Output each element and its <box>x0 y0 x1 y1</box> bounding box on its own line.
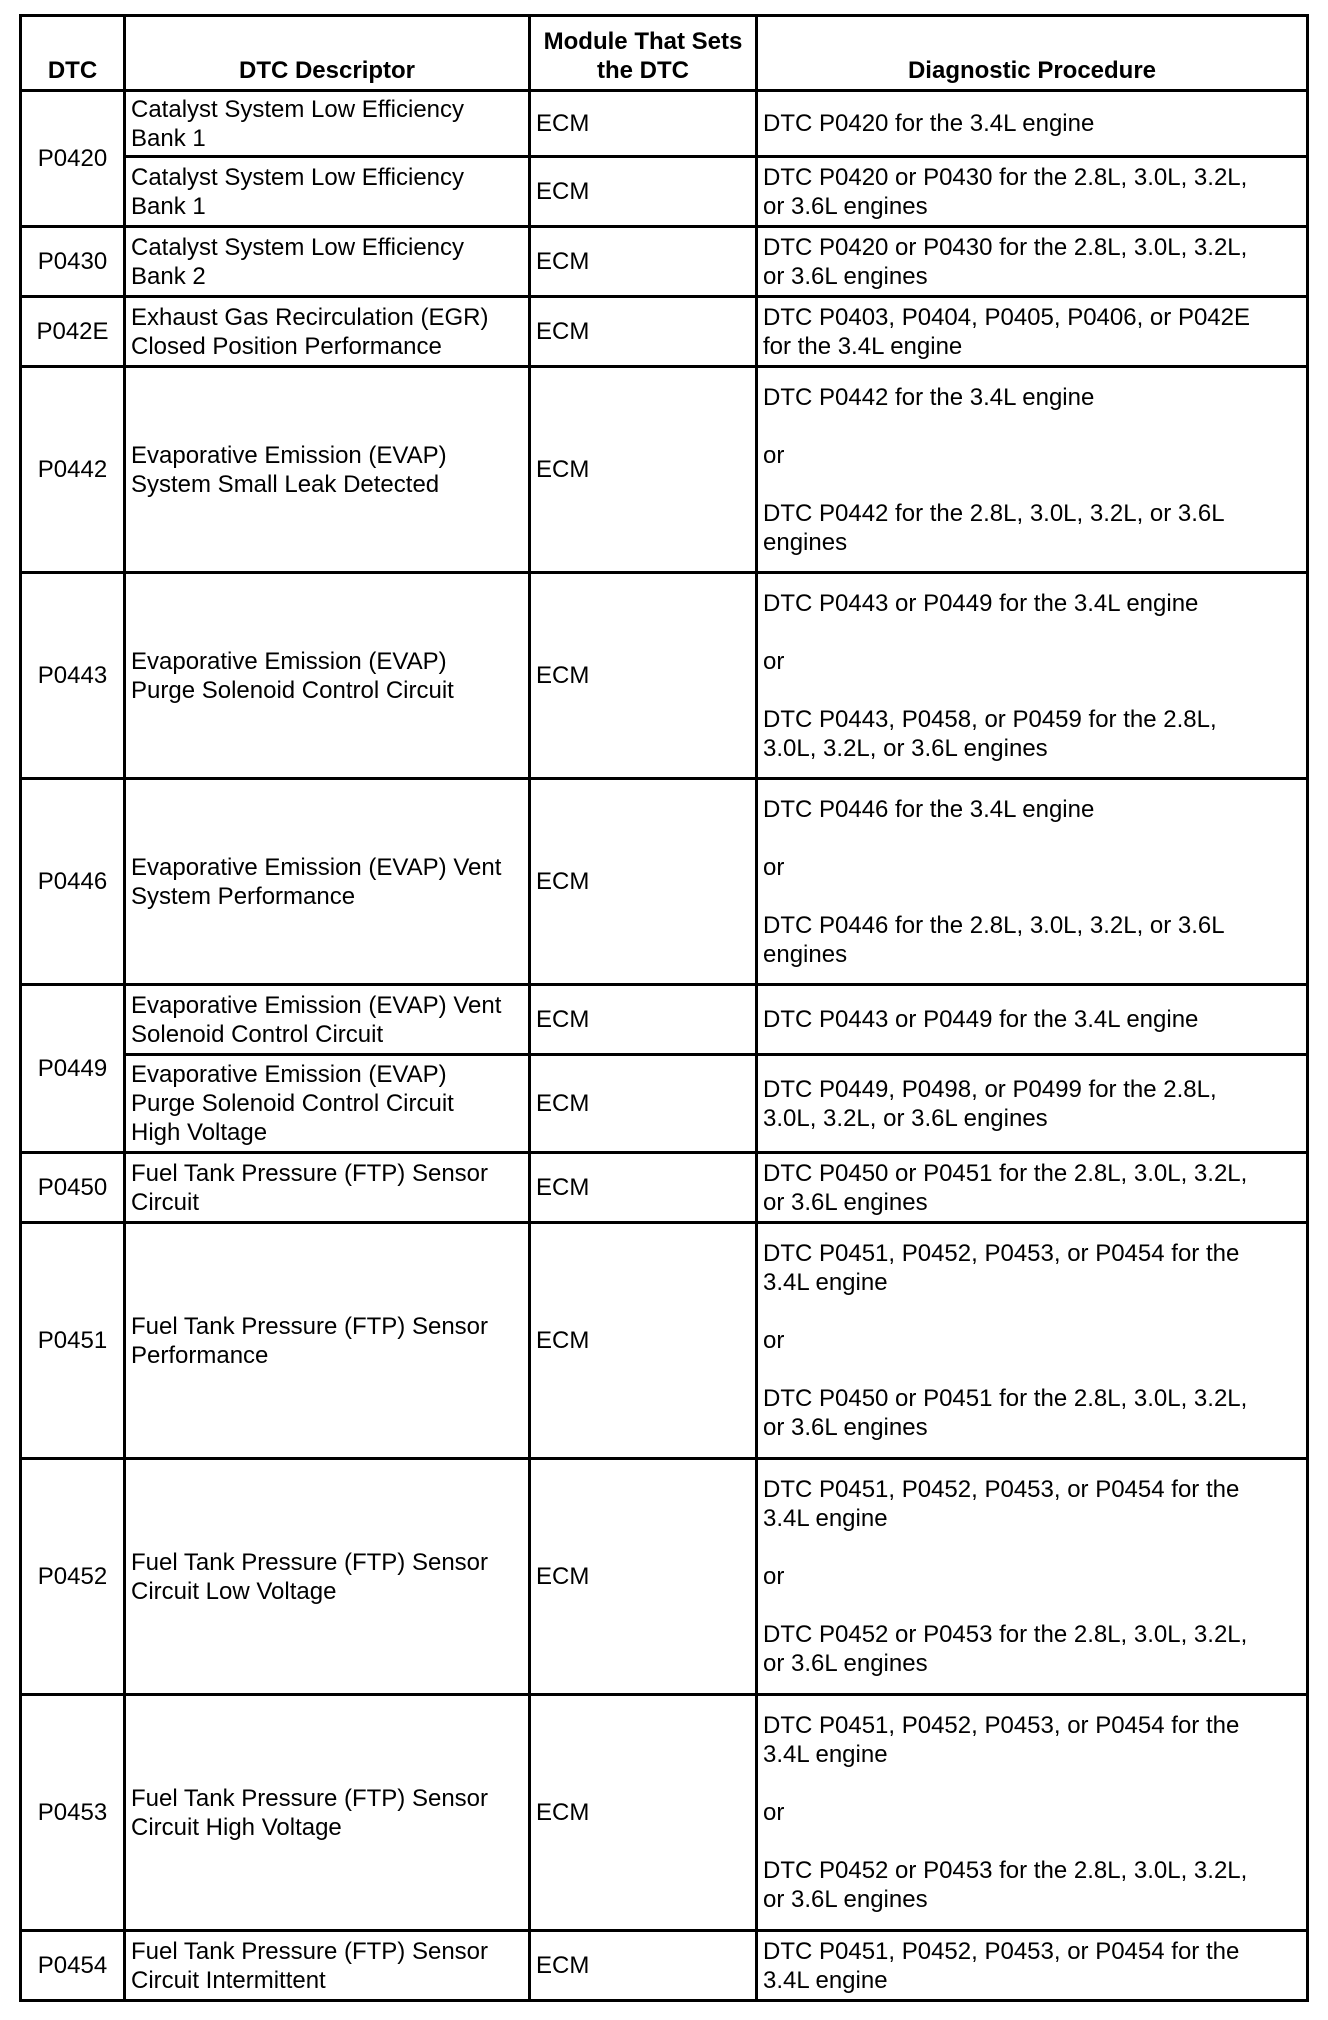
table-row <box>21 91 1308 157</box>
procedure-cell: DTC P0451, P0452, P0453, or P0454 for the 3.4L engine <box>757 1931 1308 2001</box>
procedure-cell: DTC P0403, P0404, P0405, P0406, or P042E for the 3.4L engine <box>757 297 1308 367</box>
descriptor-cell: Fuel Tank Pressure (FTP) Sensor Circuit High Voltage <box>125 1695 530 1931</box>
dtc-code-cell: P0449 <box>21 985 125 1153</box>
header-dtc: DTC <box>21 16 125 91</box>
module-cell: ECM <box>530 779 757 985</box>
descriptor-cell: Evaporative Emission (EVAP) Purge Solenoid Control Circuit High Voltage <box>125 1055 530 1153</box>
module-cell: ECM <box>530 573 757 779</box>
descriptor-cell: Catalyst System Low Efficiency Bank 1 <box>125 157 530 227</box>
header-module: Module That Sets the DTC <box>530 16 757 91</box>
dtc-code-cell: P0442 <box>21 367 125 573</box>
header-descriptor: DTC Descriptor <box>125 16 530 91</box>
module-cell: ECM <box>530 367 757 573</box>
module-cell: ECM <box>530 157 757 227</box>
descriptor-cell: Fuel Tank Pressure (FTP) Sensor Circuit Low Voltage <box>125 1459 530 1695</box>
procedure-cell: DTC P0449, P0498, or P0499 for the 2.8L, 3.0L, 3.2L, or 3.6L engines <box>757 1055 1308 1153</box>
table-row <box>21 1153 1308 1223</box>
descriptor-cell: Fuel Tank Pressure (FTP) Sensor Circuit Intermittent <box>125 1931 530 2001</box>
dtc-table <box>19 14 1309 2002</box>
module-cell: ECM <box>530 1153 757 1223</box>
table-row <box>21 1695 1308 1931</box>
table-row <box>21 1931 1308 2001</box>
table-body <box>21 91 1308 2001</box>
table-row <box>21 1459 1308 1695</box>
descriptor-cell: Fuel Tank Pressure (FTP) Sensor Performance <box>125 1223 530 1459</box>
procedure-cell: DTC P0442 for the 3.4L engine or DTC P0442 for the 2.8L, 3.0L, 3.2L, or 3.6L engines <box>757 367 1308 573</box>
dtc-code-cell: P042E <box>21 297 125 367</box>
module-cell: ECM <box>530 297 757 367</box>
descriptor-cell: Evaporative Emission (EVAP) Vent System Performance <box>125 779 530 985</box>
table-row <box>21 157 1308 227</box>
dtc-code-cell: P0443 <box>21 573 125 779</box>
procedure-cell: DTC P0451, P0452, P0453, or P0454 for the 3.4L engine or DTC P0450 or P0451 for the 2.8L, 3.0L, 3.2L, or 3.6L engines <box>757 1223 1308 1459</box>
dtc-code-cell: P0451 <box>21 1223 125 1459</box>
module-cell: ECM <box>530 1695 757 1931</box>
module-cell: ECM <box>530 1931 757 2001</box>
table-row <box>21 1055 1308 1153</box>
module-cell: ECM <box>530 1459 757 1695</box>
procedure-cell: DTC P0443 or P0449 for the 3.4L engine or DTC P0443, P0458, or P0459 for the 2.8L, 3.0L, 3.2L, or 3.6L engines <box>757 573 1308 779</box>
descriptor-cell: Catalyst System Low Efficiency Bank 1 <box>125 91 530 157</box>
dtc-code-cell: P0430 <box>21 227 125 297</box>
procedure-cell: DTC P0450 or P0451 for the 2.8L, 3.0L, 3.2L, or 3.6L engines <box>757 1153 1308 1223</box>
dtc-code-cell: P0453 <box>21 1695 125 1931</box>
module-cell: ECM <box>530 985 757 1055</box>
table-row <box>21 1223 1308 1459</box>
table-row <box>21 985 1308 1055</box>
dtc-code-cell: P0452 <box>21 1459 125 1695</box>
table-header-row <box>21 16 1308 91</box>
dtc-code-cell: P0454 <box>21 1931 125 2001</box>
table-row <box>21 367 1308 573</box>
procedure-cell: DTC P0420 or P0430 for the 2.8L, 3.0L, 3.2L, or 3.6L engines <box>757 227 1308 297</box>
procedure-cell: DTC P0443 or P0449 for the 3.4L engine <box>757 985 1308 1055</box>
dtc-code-cell: P0450 <box>21 1153 125 1223</box>
module-cell: ECM <box>530 91 757 157</box>
dtc-code-cell: P0420 <box>21 91 125 227</box>
module-cell: ECM <box>530 227 757 297</box>
descriptor-cell: Exhaust Gas Recirculation (EGR) Closed Position Performance <box>125 297 530 367</box>
table-row <box>21 779 1308 985</box>
header-procedure: Diagnostic Procedure <box>757 16 1308 91</box>
descriptor-cell: Evaporative Emission (EVAP) System Small Leak Detected <box>125 367 530 573</box>
procedure-cell: DTC P0451, P0452, P0453, or P0454 for the 3.4L engine or DTC P0452 or P0453 for the 2.8L, 3.0L, 3.2L, or 3.6L engines <box>757 1695 1308 1931</box>
table-row <box>21 573 1308 779</box>
dtc-code-cell: P0446 <box>21 779 125 985</box>
procedure-cell: DTC P0420 for the 3.4L engine <box>757 91 1308 157</box>
module-cell: ECM <box>530 1055 757 1153</box>
descriptor-cell: Fuel Tank Pressure (FTP) Sensor Circuit <box>125 1153 530 1223</box>
procedure-cell: DTC P0446 for the 3.4L engine or DTC P0446 for the 2.8L, 3.0L, 3.2L, or 3.6L engines <box>757 779 1308 985</box>
descriptor-cell: Evaporative Emission (EVAP) Purge Solenoid Control Circuit <box>125 573 530 779</box>
procedure-cell: DTC P0420 or P0430 for the 2.8L, 3.0L, 3.2L, or 3.6L engines <box>757 157 1308 227</box>
descriptor-cell: Catalyst System Low Efficiency Bank 2 <box>125 227 530 297</box>
module-cell: ECM <box>530 1223 757 1459</box>
descriptor-cell: Evaporative Emission (EVAP) Vent Solenoid Control Circuit <box>125 985 530 1055</box>
table-row <box>21 227 1308 297</box>
procedure-cell: DTC P0451, P0452, P0453, or P0454 for the 3.4L engine or DTC P0452 or P0453 for the 2.8L, 3.0L, 3.2L, or 3.6L engines <box>757 1459 1308 1695</box>
table-row <box>21 297 1308 367</box>
